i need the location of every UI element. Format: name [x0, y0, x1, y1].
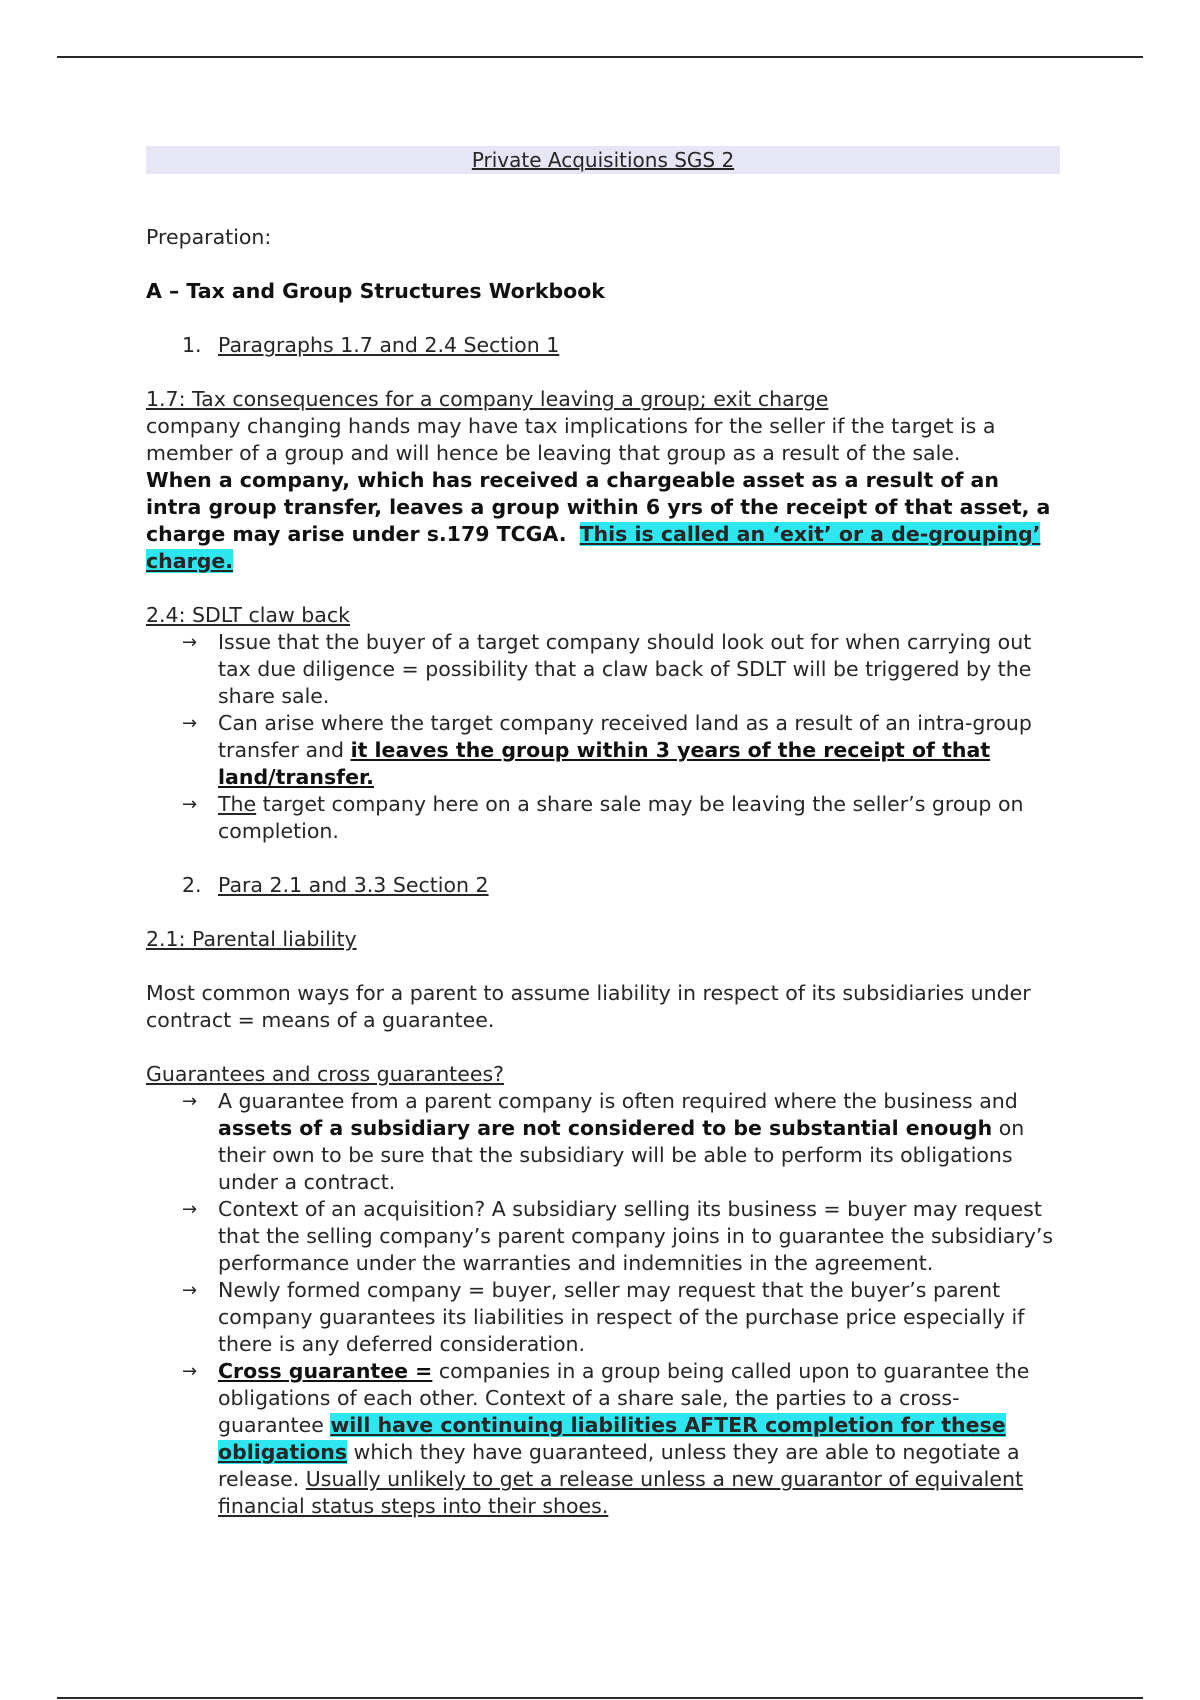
page-title: Private Acquisitions SGS 2 [471, 148, 735, 172]
item-number: 1. [182, 333, 202, 357]
list-item [182, 1196, 1060, 1277]
list-item [182, 791, 1060, 845]
section-1-7-heading: 1.7: Tax consequences for a company leaving a group; exit charge [146, 387, 829, 411]
workbook-heading: A – Tax and Group Structures Workbook [146, 279, 605, 303]
item-label: Para 2.1 and 3.3 Section 2 [218, 873, 489, 897]
section-1-7-bold: When a company, which has received a chargeable asset as a result of an intra group transfer, leaves a group within 6 yrs of the receipt of that asset, a charge may arise under s.179 TCGA. [146, 468, 1051, 546]
section-1-7-text: company changing hands may have tax implications for the seller if the target is a member of a group and will hence be leaving that group as a result of the sale. [146, 414, 996, 465]
bullet-text: Issue that the buyer of a target company should look out for when carrying out tax due diligence = possibility that a claw back of SDLT will be triggered by the share sale. [218, 630, 1032, 708]
bullet-text: Newly formed company = buyer, seller may request that the buyer’s parent company guarantees its liabilities in respect of the purchase price especially if there is any deferred consideration. [218, 1278, 1025, 1356]
bullet-bold: Cross guarantee = [218, 1359, 433, 1383]
top-rule [57, 56, 1143, 58]
bottom-rule [57, 1697, 1143, 1699]
exit-charge-highlight: This is called an ‘exit’ or a de-grouping’ charge. [146, 522, 1041, 573]
section-2-1-text: Most common ways for a parent to assume liability in respect of its subsidiaries under contract = means of a guarantee. [146, 981, 1031, 1032]
arrow-icon: → [182, 632, 198, 653]
bullet-plain: companies in a group being called upon to guarantee the obligations of each other. Context of a share sale, the parties to a cross-guarantee [218, 1359, 1030, 1437]
bullet-bold: assets of a subsidiary are not considered to be substantial enough [218, 1116, 993, 1140]
bullet-text [218, 710, 1060, 791]
bullet-underlined: The [218, 792, 257, 816]
bullet-text [218, 1088, 1060, 1196]
list-item [182, 629, 1060, 710]
bullet-plain: A guarantee from a parent company is often required where the business and [218, 1089, 1018, 1113]
list-item [182, 1088, 1060, 1196]
bullet-plain: Can arise where the target company received land as a result of an intra-group transfer and [218, 711, 1032, 762]
arrow-icon: → [182, 713, 198, 734]
arrow-icon: → [182, 1280, 198, 1301]
document-body [146, 146, 1060, 1520]
arrow-icon: → [182, 1199, 198, 1220]
bullet-text: Context of an acquisition? A subsidiary selling its business = buyer may request that the selling company’s parent company joins in to guarantee the subsidiary’s performance under the warranties and indemnities in the agreement. [218, 1197, 1054, 1275]
section-2-4-heading: 2.4: SDLT claw back [146, 603, 350, 627]
bullet-text [218, 791, 1060, 845]
preparation-label: Preparation: [146, 225, 272, 249]
liability-highlight: will have continuing liabilities AFTER completion for these obligations [218, 1413, 1006, 1464]
item-number: 2. [182, 873, 202, 897]
item-label: Paragraphs 1.7 and 2.4 Section 1 [218, 333, 560, 357]
numbered-item-2 [182, 872, 1060, 899]
arrow-icon: → [182, 1091, 198, 1112]
bullet-underlined: Usually unlikely to get a release unless a new guarantor of equivalent financial status steps into their shoes. [218, 1467, 1024, 1518]
section-1-7-body [146, 413, 1060, 467]
list-item [182, 1358, 1060, 1520]
arrow-icon: → [182, 794, 198, 815]
bullet-plain: target company here on a share sale may be leaving the seller’s group on completion. [218, 792, 1024, 843]
bullet-text [218, 1358, 1060, 1520]
bullet-plain: which they have guaranteed, unless they are able to negotiate a release. [218, 1440, 1020, 1491]
arrow-icon: → [182, 1361, 198, 1382]
bullet-plain: on their own to be sure that the subsidiary will be able to perform its obligations under a contract. [218, 1116, 1025, 1194]
guarantees-heading: Guarantees and cross guarantees? [146, 1062, 505, 1086]
title-bar [146, 146, 1060, 174]
numbered-item-1 [182, 332, 1060, 359]
list-item [182, 1277, 1060, 1358]
section-2-1-heading: 2.1: Parental liability [146, 927, 357, 951]
list-item [182, 710, 1060, 791]
bullet-bold: it leaves the group within 3 years of the receipt of that land/transfer. [218, 738, 991, 789]
section-1-7-bold-para [146, 467, 1060, 575]
